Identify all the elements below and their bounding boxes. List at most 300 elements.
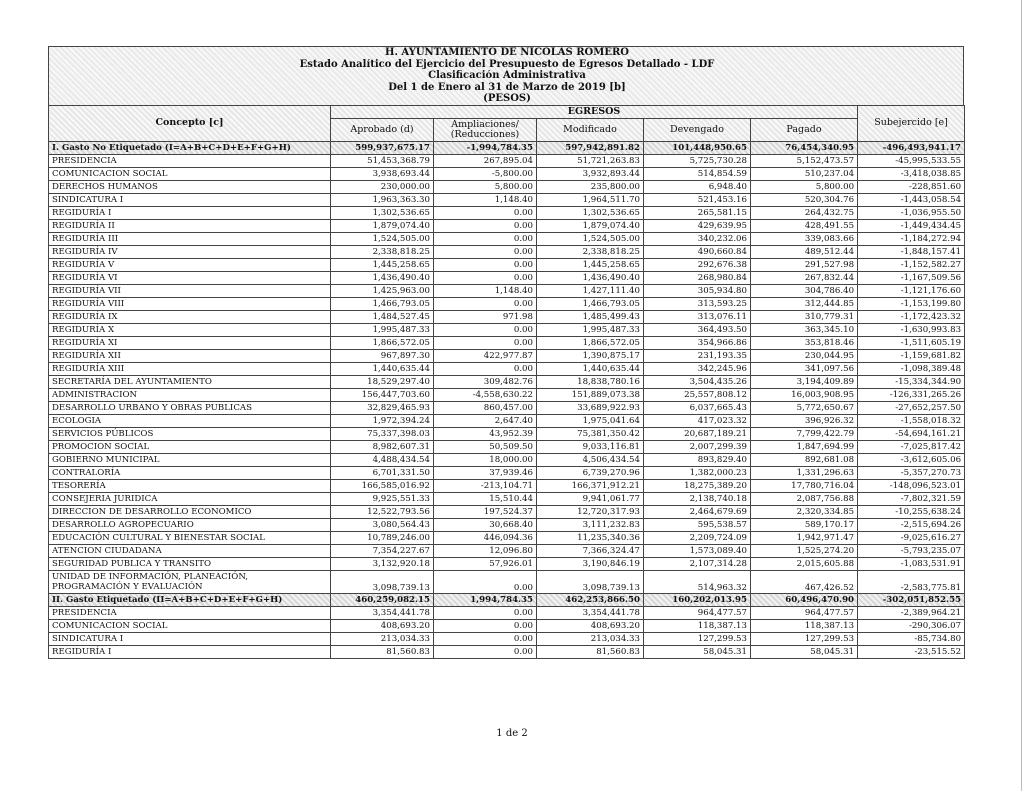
cell-mod: 51,721,263.83	[537, 154, 644, 167]
row-concepto: SINDICATURA I	[49, 632, 331, 645]
cell-amp: 0.00	[434, 362, 537, 375]
cell-amp: 0.00	[434, 336, 537, 349]
cell-aprobado: 8,982,607.31	[331, 440, 434, 453]
table-row	[49, 349, 965, 362]
cell-sub: -1,630,993.83	[858, 323, 965, 336]
table-row	[49, 414, 965, 427]
cell-mod: 1,866,572.05	[537, 336, 644, 349]
cell-mod: 1,879,074.40	[537, 219, 644, 232]
cell-mod: 33,689,922.93	[537, 401, 644, 414]
cell-aprobado: 7,354,227.67	[331, 544, 434, 557]
table-row	[49, 193, 965, 206]
cell-amp: 37,939.46	[434, 466, 537, 479]
row-concepto: DIRECCION DE DESARROLLO ECONOMICO	[49, 505, 331, 518]
cell-sub: -302,051,852.55	[858, 593, 965, 606]
cell-sub: -1,167,509.56	[858, 271, 965, 284]
cell-aprobado: 3,080,564.43	[331, 518, 434, 531]
cell-aprobado: 75,337,398.03	[331, 427, 434, 440]
cell-mod: 75,381,350.42	[537, 427, 644, 440]
cell-sub: -1,184,272.94	[858, 232, 965, 245]
row-concepto: COMUNICACION SOCIAL	[49, 619, 331, 632]
table-row	[49, 310, 965, 323]
entity-name: H. AYUNTAMIENTO DE NICOLAS ROMERO	[385, 47, 629, 58]
cell-pag: 230,044.95	[751, 349, 858, 362]
col-pagado: Pagado	[751, 118, 858, 141]
row-concepto: REGIDURÍA IX	[49, 310, 331, 323]
row-concepto: SECRETARÍA DEL AYUNTAMIENTO	[49, 375, 331, 388]
table-row	[49, 206, 965, 219]
cell-aprobado: 1,436,490.40	[331, 271, 434, 284]
cell-dev: 595,538.57	[644, 518, 751, 531]
cell-sub: -10,255,638.24	[858, 505, 965, 518]
cell-aprobado: 6,701,331.50	[331, 466, 434, 479]
table-row	[49, 606, 965, 619]
cell-dev: 25,557,808.12	[644, 388, 751, 401]
cell-dev: 514,963.32	[644, 570, 751, 593]
cell-aprobado: 3,132,920.18	[331, 557, 434, 570]
cell-aprobado: 3,098,739.13	[331, 570, 434, 593]
row-concepto: REGIDURÍA XI	[49, 336, 331, 349]
cell-mod: 1,964,511.70	[537, 193, 644, 206]
cell-dev: 6,948.40	[644, 180, 751, 193]
row-concepto: SERVICIOS PÚBLICOS	[49, 427, 331, 440]
table-row	[49, 453, 965, 466]
cell-amp: 18,000.00	[434, 453, 537, 466]
col-concepto: Concepto [c]	[49, 105, 331, 141]
col-ampliaciones: Ampliaciones/ (Reducciones)	[434, 118, 537, 141]
cell-dev: 265,581.15	[644, 206, 751, 219]
cell-pag: 5,152,473.57	[751, 154, 858, 167]
table-row	[49, 271, 965, 284]
table-row	[49, 645, 965, 658]
cell-aprobado: 2,338,818.25	[331, 245, 434, 258]
cell-pag: 16,003,908.95	[751, 388, 858, 401]
cell-pag: 2,087,756.88	[751, 492, 858, 505]
table-row	[49, 479, 965, 492]
cell-pag: 60,496,470.90	[751, 593, 858, 606]
cell-sub: -23,515.52	[858, 645, 965, 658]
cell-sub: -1,172,423.32	[858, 310, 965, 323]
table-row	[49, 180, 965, 193]
table-row	[49, 362, 965, 375]
cell-pag: 267,832.44	[751, 271, 858, 284]
cell-pag: 312,444.85	[751, 297, 858, 310]
cell-aprobado: 967,897.30	[331, 349, 434, 362]
cell-aprobado: 1,425,963.00	[331, 284, 434, 297]
table-row	[49, 284, 965, 297]
row-concepto: SEGURIDAD PUBLICA Y TRANSITO	[49, 557, 331, 570]
cell-aprobado: 1,466,793.05	[331, 297, 434, 310]
cell-sub: -2,515,694.26	[858, 518, 965, 531]
cell-amp: 0.00	[434, 219, 537, 232]
row-concepto: REGIDURÍA VIII	[49, 297, 331, 310]
cell-pag: 339,083.66	[751, 232, 858, 245]
table-row	[49, 154, 965, 167]
row-concepto: REGIDURÍA X	[49, 323, 331, 336]
cell-mod: 9,033,116.81	[537, 440, 644, 453]
cell-aprobado: 1,445,258.65	[331, 258, 434, 271]
cell-dev: 364,493.50	[644, 323, 751, 336]
cell-dev: 1,573,089.40	[644, 544, 751, 557]
row-concepto: ATENCION CIUDADANA	[49, 544, 331, 557]
cell-mod: 235,800.00	[537, 180, 644, 193]
cell-pag: 76,454,340.95	[751, 141, 858, 154]
cell-aprobado: 3,354,441.78	[331, 606, 434, 619]
table-row	[49, 570, 965, 593]
cell-mod: 18,838,780.16	[537, 375, 644, 388]
col-subejercido: Subejercido [e]	[858, 105, 965, 141]
cell-dev: 231,193.35	[644, 349, 751, 362]
cell-dev: 6,037,665.43	[644, 401, 751, 414]
cell-amp: 0.00	[434, 606, 537, 619]
cell-mod: 151,889,073.38	[537, 388, 644, 401]
cell-mod: 166,371,912.21	[537, 479, 644, 492]
cell-mod: 11,235,340.36	[537, 531, 644, 544]
row-concepto: GOBIERNO MUNICIPAL	[49, 453, 331, 466]
row-concepto: II. Gasto Etiquetado (II=A+B+C+D+E+F+G+H)	[49, 593, 331, 606]
cell-aprobado: 3,938,693.44	[331, 167, 434, 180]
report-units: (PESOS)	[483, 93, 531, 104]
cell-dev: 127,299.53	[644, 632, 751, 645]
cell-dev: 313,076.11	[644, 310, 751, 323]
cell-dev: 1,382,000.23	[644, 466, 751, 479]
cell-pag: 467,426.52	[751, 570, 858, 593]
cell-dev: 354,966.86	[644, 336, 751, 349]
cell-amp: 15,510.44	[434, 492, 537, 505]
cell-dev: 340,232.06	[644, 232, 751, 245]
cell-pag: 964,477.57	[751, 606, 858, 619]
row-concepto: CONSEJERIA JURIDICA	[49, 492, 331, 505]
col-modificado: Modificado	[537, 118, 644, 141]
cell-sub: -1,159,681.82	[858, 349, 965, 362]
cell-sub: -1,098,389.48	[858, 362, 965, 375]
table-row	[49, 466, 965, 479]
cell-amp: 57,926.01	[434, 557, 537, 570]
cell-pag: 510,237.04	[751, 167, 858, 180]
row-concepto: REGIDURÍA VI	[49, 271, 331, 284]
cell-sub: -2,389,964.21	[858, 606, 965, 619]
cell-aprobado: 166,585,016.92	[331, 479, 434, 492]
cell-mod: 3,098,739.13	[537, 570, 644, 593]
cell-dev: 58,045.31	[644, 645, 751, 658]
cell-dev: 3,504,435.26	[644, 375, 751, 388]
cell-mod: 1,995,487.33	[537, 323, 644, 336]
cell-aprobado: 4,488,434.54	[331, 453, 434, 466]
cell-pag: 304,786.40	[751, 284, 858, 297]
cell-sub: -1,848,157.41	[858, 245, 965, 258]
table-row	[49, 258, 965, 271]
cell-sub: -1,083,531.91	[858, 557, 965, 570]
cell-aprobado: 10,789,246.00	[331, 531, 434, 544]
cell-mod: 597,942,891.82	[537, 141, 644, 154]
cell-amp: 0.00	[434, 619, 537, 632]
cell-mod: 1,440,635.44	[537, 362, 644, 375]
row-concepto: REGIDURÍA XIII	[49, 362, 331, 375]
row-concepto: REGIDURÍA I	[49, 206, 331, 219]
cell-amp: 43,952.39	[434, 427, 537, 440]
scan-edge	[1021, 0, 1022, 791]
cell-sub: -15,334,344.90	[858, 375, 965, 388]
cell-mod: 6,739,270.96	[537, 466, 644, 479]
cell-sub: -496,493,941.17	[858, 141, 965, 154]
table-row	[49, 632, 965, 645]
cell-dev: 2,464,679.69	[644, 505, 751, 518]
table-row	[49, 323, 965, 336]
cell-sub: -290,306.07	[858, 619, 965, 632]
table-row	[49, 232, 965, 245]
cell-mod: 408,693.20	[537, 619, 644, 632]
cell-mod: 1,524,505.00	[537, 232, 644, 245]
cell-pag: 17,780,716.04	[751, 479, 858, 492]
cell-sub: -148,096,523.01	[858, 479, 965, 492]
cell-pag: 7,799,422.79	[751, 427, 858, 440]
cell-sub: -228,851.60	[858, 180, 965, 193]
cell-sub: -5,357,270.73	[858, 466, 965, 479]
cell-pag: 428,491.55	[751, 219, 858, 232]
cell-mod: 3,932,893.44	[537, 167, 644, 180]
cell-amp: 0.00	[434, 570, 537, 593]
cell-dev: 490,660.84	[644, 245, 751, 258]
cell-dev: 313,593.25	[644, 297, 751, 310]
cell-dev: 18,275,389.20	[644, 479, 751, 492]
cell-aprobado: 1,972,394.24	[331, 414, 434, 427]
total-row	[49, 141, 965, 154]
cell-aprobado: 156,447,703.60	[331, 388, 434, 401]
cell-pag: 396,926.32	[751, 414, 858, 427]
cell-mod: 3,111,232.83	[537, 518, 644, 531]
table-row	[49, 440, 965, 453]
cell-sub: -27,652,257.50	[858, 401, 965, 414]
cell-dev: 5,725,730.28	[644, 154, 751, 167]
cell-mod: 1,427,111.40	[537, 284, 644, 297]
cell-pag: 589,170.17	[751, 518, 858, 531]
cell-mod: 1,975,041.64	[537, 414, 644, 427]
cell-pag: 2,320,334.85	[751, 505, 858, 518]
cell-sub: -1,036,955.50	[858, 206, 965, 219]
cell-amp: 1,994,784.35	[434, 593, 537, 606]
table-row	[49, 167, 965, 180]
col-egresos: EGRESOS	[331, 105, 858, 118]
cell-aprobado: 51,453,368.79	[331, 154, 434, 167]
cell-aprobado: 1,963,363.30	[331, 193, 434, 206]
cell-mod: 3,354,441.78	[537, 606, 644, 619]
cell-sub: -45,995,533.55	[858, 154, 965, 167]
cell-mod: 1,485,499.43	[537, 310, 644, 323]
cell-mod: 9,941,061.77	[537, 492, 644, 505]
cell-mod: 81,560.83	[537, 645, 644, 658]
cell-amp: 1,148.40	[434, 284, 537, 297]
table-row	[49, 336, 965, 349]
row-concepto: PRESIDENCIA	[49, 154, 331, 167]
row-concepto: REGIDURÍA IV	[49, 245, 331, 258]
row-concepto: REGIDURÍA III	[49, 232, 331, 245]
report-title: Estado Analítico del Ejercicio del Presupuesto de Egresos Detallado - LDF	[299, 58, 715, 70]
table-row	[49, 492, 965, 505]
cell-dev: 118,387.13	[644, 619, 751, 632]
cell-aprobado: 460,259,082.15	[331, 593, 434, 606]
table-row	[49, 544, 965, 557]
cell-aprobado: 1,440,635.44	[331, 362, 434, 375]
cell-mod: 1,302,536.65	[537, 206, 644, 219]
cell-aprobado: 1,524,505.00	[331, 232, 434, 245]
cell-sub: -126,331,265.26	[858, 388, 965, 401]
cell-amp: 0.00	[434, 258, 537, 271]
cell-dev: 2,007,299.39	[644, 440, 751, 453]
table-row	[49, 518, 965, 531]
report-sheet	[48, 46, 964, 659]
cell-sub: -54,694,161.21	[858, 427, 965, 440]
col-devengado: Devengado	[644, 118, 751, 141]
cell-pag: 118,387.13	[751, 619, 858, 632]
cell-dev: 292,676.38	[644, 258, 751, 271]
table-row	[49, 557, 965, 570]
total-row	[49, 593, 965, 606]
table-row	[49, 375, 965, 388]
page-number: 1 de 2	[496, 728, 528, 739]
table-body	[49, 141, 965, 658]
cell-pag: 3,194,409.89	[751, 375, 858, 388]
row-concepto: REGIDURÍA II	[49, 219, 331, 232]
row-concepto: REGIDURÍA VII	[49, 284, 331, 297]
row-concepto: REGIDURÍA V	[49, 258, 331, 271]
report-classification: Clasificación Administrativa	[428, 70, 586, 81]
cell-aprobado: 18,529,297.40	[331, 375, 434, 388]
cell-amp: 1,148.40	[434, 193, 537, 206]
cell-mod: 2,338,818.25	[537, 245, 644, 258]
cell-amp: 12,096.80	[434, 544, 537, 557]
cell-sub: -1,511,605.19	[858, 336, 965, 349]
cell-pag: 363,345.10	[751, 323, 858, 336]
table-row	[49, 388, 965, 401]
cell-mod: 1,390,875.17	[537, 349, 644, 362]
row-concepto: COMUNICACION SOCIAL	[49, 167, 331, 180]
cell-amp: 5,800.00	[434, 180, 537, 193]
cell-aprobado: 1,484,527.45	[331, 310, 434, 323]
cell-amp: -1,994,784.35	[434, 141, 537, 154]
cell-sub: -7,025,817.42	[858, 440, 965, 453]
cell-amp: 0.00	[434, 232, 537, 245]
cell-sub: -1,153,199.80	[858, 297, 965, 310]
table-row	[49, 401, 965, 414]
cell-dev: 160,202,013.95	[644, 593, 751, 606]
report-period: Del 1 de Enero al 31 de Marzo de 2019 [b]	[388, 81, 626, 93]
cell-pag: 291,527.98	[751, 258, 858, 271]
budget-table	[48, 105, 965, 659]
cell-mod: 4,506,434.54	[537, 453, 644, 466]
row-concepto: I. Gasto No Etiquetado (I=A+B+C+D+E+F+G+H)	[49, 141, 331, 154]
cell-aprobado: 1,302,536.65	[331, 206, 434, 219]
cell-amp: 422,977.87	[434, 349, 537, 362]
cell-mod: 1,436,490.40	[537, 271, 644, 284]
cell-dev: 2,209,724.09	[644, 531, 751, 544]
row-concepto: TESORERÍA	[49, 479, 331, 492]
row-concepto: DESARROLLO AGROPECUARIO	[49, 518, 331, 531]
cell-sub: -1,449,434.45	[858, 219, 965, 232]
cell-pag: 264,432.75	[751, 206, 858, 219]
cell-dev: 964,477.57	[644, 606, 751, 619]
cell-amp: 2,647.40	[434, 414, 537, 427]
cell-dev: 268,980.84	[644, 271, 751, 284]
cell-sub: -7,802,321.59	[858, 492, 965, 505]
cell-sub: -9,025,616.27	[858, 531, 965, 544]
row-concepto: ECOLOGIA	[49, 414, 331, 427]
cell-amp: 971.98	[434, 310, 537, 323]
cell-pag: 5,772,650.67	[751, 401, 858, 414]
table-row	[49, 619, 965, 632]
cell-aprobado: 32,829,465.93	[331, 401, 434, 414]
cell-pag: 5,800.00	[751, 180, 858, 193]
cell-pag: 892,681.08	[751, 453, 858, 466]
cell-pag: 489,512.44	[751, 245, 858, 258]
cell-amp: 446,094.36	[434, 531, 537, 544]
cell-sub: -3,612,605.06	[858, 453, 965, 466]
cell-dev: 417,023.32	[644, 414, 751, 427]
cell-aprobado: 599,937,675.17	[331, 141, 434, 154]
cell-pag: 1,942,971.47	[751, 531, 858, 544]
report-header	[48, 46, 964, 105]
cell-pag: 353,818.46	[751, 336, 858, 349]
cell-dev: 521,453.16	[644, 193, 751, 206]
cell-pag: 1,847,694.99	[751, 440, 858, 453]
cell-mod: 213,034.33	[537, 632, 644, 645]
row-concepto: PROMOCION SOCIAL	[49, 440, 331, 453]
cell-aprobado: 1,995,487.33	[331, 323, 434, 336]
cell-aprobado: 213,034.33	[331, 632, 434, 645]
cell-amp: 0.00	[434, 323, 537, 336]
cell-amp: 267,895.04	[434, 154, 537, 167]
cell-sub: -85,734.80	[858, 632, 965, 645]
cell-aprobado: 81,560.83	[331, 645, 434, 658]
table-row	[49, 505, 965, 518]
cell-amp: 0.00	[434, 632, 537, 645]
cell-dev: 429,639.95	[644, 219, 751, 232]
cell-amp: 0.00	[434, 206, 537, 219]
cell-dev: 305,934.80	[644, 284, 751, 297]
cell-dev: 342,245.96	[644, 362, 751, 375]
cell-pag: 1,331,296.63	[751, 466, 858, 479]
cell-mod: 12,720,317.93	[537, 505, 644, 518]
cell-pag: 341,097.56	[751, 362, 858, 375]
cell-sub: -2,583,775.81	[858, 570, 965, 593]
cell-mod: 1,445,258.65	[537, 258, 644, 271]
table-row	[49, 531, 965, 544]
cell-sub: -1,152,582.27	[858, 258, 965, 271]
row-concepto: REGIDURÍA I	[49, 645, 331, 658]
row-concepto: ADMINISTRACION	[49, 388, 331, 401]
cell-dev: 893,829.40	[644, 453, 751, 466]
cell-sub: -1,558,018.32	[858, 414, 965, 427]
cell-amp: -4,558,630.22	[434, 388, 537, 401]
cell-amp: 0.00	[434, 271, 537, 284]
cell-amp: 197,524.37	[434, 505, 537, 518]
cell-sub: -5,793,235.07	[858, 544, 965, 557]
table-row	[49, 245, 965, 258]
cell-sub: -1,443,058.54	[858, 193, 965, 206]
cell-aprobado: 1,866,572.05	[331, 336, 434, 349]
cell-amp: -5,800.00	[434, 167, 537, 180]
cell-aprobado: 9,925,551.33	[331, 492, 434, 505]
cell-dev: 20,687,189.21	[644, 427, 751, 440]
cell-pag: 310,779.31	[751, 310, 858, 323]
cell-amp: 860,457.00	[434, 401, 537, 414]
cell-sub: -1,121,176.60	[858, 284, 965, 297]
cell-aprobado: 12,522,793.56	[331, 505, 434, 518]
cell-pag: 2,015,605.88	[751, 557, 858, 570]
cell-pag: 520,304.76	[751, 193, 858, 206]
row-concepto: REGIDURÍA XII	[49, 349, 331, 362]
cell-amp: 30,668.40	[434, 518, 537, 531]
cell-dev: 2,138,740.18	[644, 492, 751, 505]
